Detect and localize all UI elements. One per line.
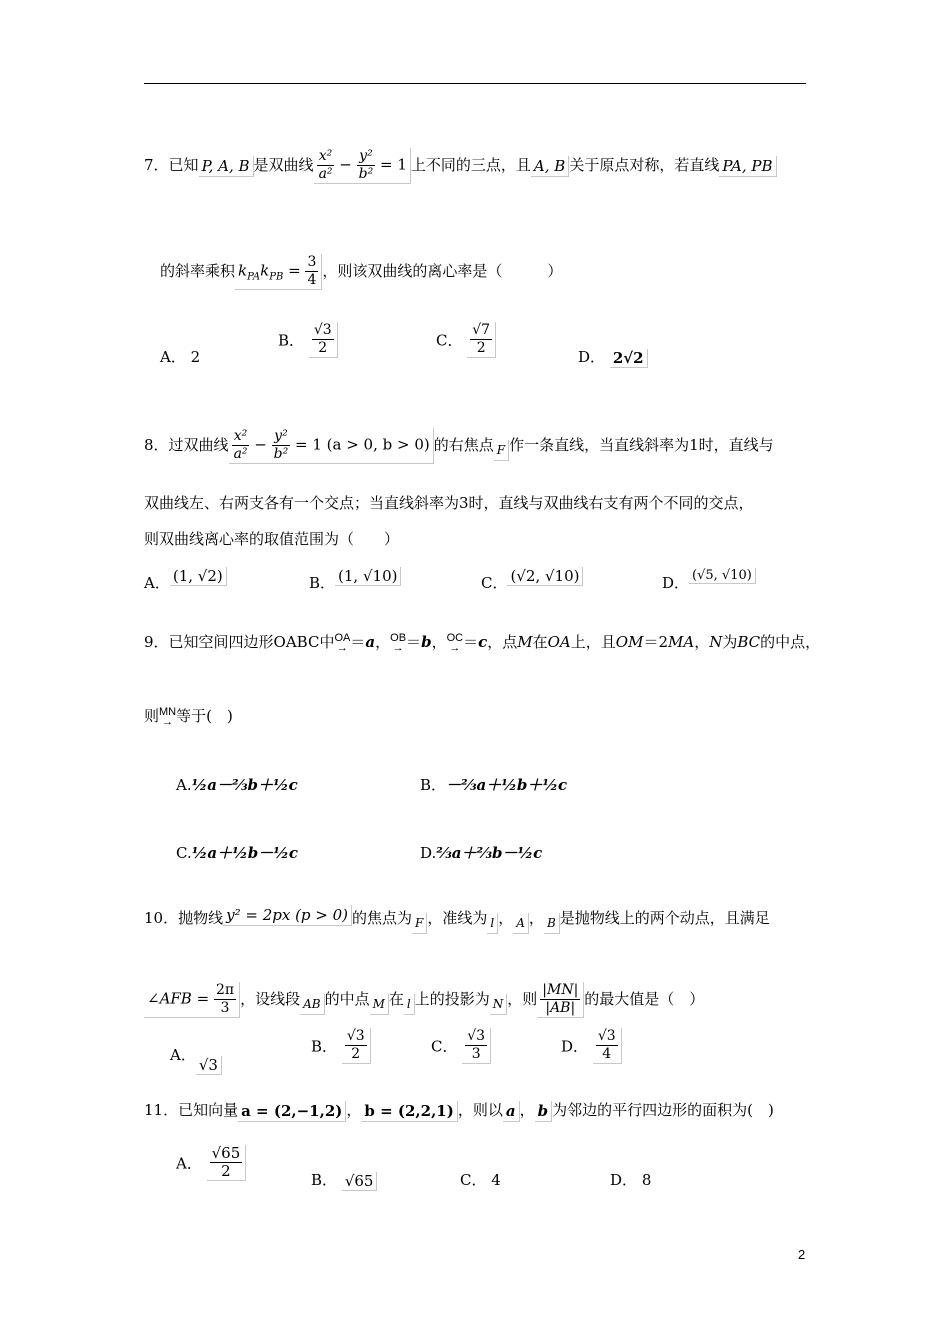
q7-number: 7．: [144, 156, 169, 174]
q10-focus: F: [412, 913, 427, 934]
q7-option-b: B． $\frac{√3}{2}$: [278, 322, 338, 358]
q9-vector-oc: OC →: [446, 632, 464, 654]
q8-hyperbola-eq: $\frac{\text{x²}}{\text{a²}}$ − $\frac{\text{y²}}{\text{b²}}$ = 1 (a > 0, b > 0): [229, 428, 434, 464]
q8-option-d: D． (√5, √10): [662, 566, 756, 593]
q11-option-d: D． 8: [610, 1171, 652, 1189]
q7-option-a: A． 2: [160, 348, 201, 366]
q11-number: 11．: [144, 1101, 179, 1119]
q7-ab: A, B: [531, 156, 569, 177]
q7-text: ，则该双曲线的离心率是（ ）: [322, 262, 563, 280]
q9-option-b: B．－⅔a＋½b＋½c: [420, 776, 568, 794]
q10-line-1: 10．抛物线 y² = 2px (p > 0) 的焦点为 F ，准线为 l ， A ， B 是抛物线上的两个动点，且满足: [144, 905, 770, 934]
q9-line-1: 9．已知空间四边形OABC中 OA → ＝a， OB → ＝b， OC → ＝c，点M在OA上，且OM＝2MA，N为BC的中点，: [144, 632, 821, 654]
q7-points: P, A, B: [199, 156, 254, 177]
q9-option-a: A.½a－⅔b＋½c: [176, 776, 298, 794]
q10-point-a: A: [513, 913, 529, 934]
q9-number: 9．: [144, 633, 169, 651]
q10-projection: N: [490, 994, 508, 1015]
q10-option-a: A．√3: [170, 1044, 222, 1075]
q7-text: 关于原点对称，若直线: [569, 156, 720, 174]
q10-option-d: D． $\frac{√3}{4}$: [561, 1028, 622, 1064]
q9-vector-mn: MN →: [159, 706, 177, 728]
q11-a: a: [503, 1101, 520, 1122]
q7-slope-product: $k_{PA}k_{PB}$ = $\frac{3}{4}$: [235, 254, 322, 290]
q10-segment-ab: AB: [300, 994, 324, 1015]
q7-lines: PA, PB: [719, 156, 776, 177]
q10-directrix: l: [487, 913, 498, 934]
q8-line-3: 则双曲线离心率的取值范围为（ ）: [144, 530, 400, 548]
q8-option-a: A． (1, √2): [144, 566, 227, 593]
q8-number: 8．: [144, 436, 169, 454]
q7-line-2: [160, 254, 562, 290]
q10-directrix-2: l: [404, 994, 415, 1015]
q11-option-c: C． 4: [460, 1171, 501, 1189]
q8-line-1: [144, 428, 774, 464]
q10-number: 10．: [144, 909, 179, 927]
q7-option-d: D． 2√2: [578, 346, 648, 368]
q7-text: 已知: [168, 156, 199, 174]
q10-option-c: C． $\frac{√3}{3}$: [431, 1028, 491, 1064]
q10-parabola-eq: y² = 2px (p > 0): [223, 905, 352, 926]
q9-option-d: D.⅔a＋⅔b－½c: [420, 844, 543, 862]
q8-focus: F: [494, 440, 509, 461]
q11-vector-a: a = (2,−1,2): [238, 1101, 346, 1122]
q11-line-1: 11．已知向量 a = (2,−1,2) ， b = (2,2,1) ，则以 a ， b 为邻边的平行四边形的面积为( ): [144, 1101, 774, 1120]
q7-option-c: C． $\frac{√7}{2}$: [436, 322, 496, 358]
q9-vector-oa: OA →: [334, 632, 351, 654]
q9-option-c: C.½a＋½b－½c: [176, 844, 298, 862]
q11-option-b: B． √65: [311, 1169, 377, 1191]
q8-option-b: B． (1, √10): [309, 566, 401, 593]
q10-angle: ∠AFB = $\frac{2\pi}{3}$: [144, 982, 240, 1018]
q9-vector-ob: OB →: [390, 632, 407, 654]
q10-point-b: B: [544, 913, 560, 934]
q11-b: b: [535, 1101, 553, 1122]
q10-option-b: B． $\frac{√3}{2}$: [311, 1028, 371, 1064]
header-rule: [144, 83, 806, 84]
q7-hyperbola-eq: $\frac{\text{x²}}{\text{a²}}$ − $\frac{\text{y²}}{\text{b²}}$ = 1: [314, 148, 411, 184]
q10-line-2: ∠AFB = $\frac{2\pi}{3}$ ，设线段 AB 的中点 M 在 l 上的投影为 N ，则 $\frac{|MN|}{|AB|}$ 的最大值是（ ）: [144, 982, 704, 1018]
q8-text: 的右焦点: [433, 436, 494, 454]
q7-text: 的斜率乘积: [160, 262, 236, 280]
q8-option-c: C． (√2, √10): [481, 566, 583, 593]
q11-vector-b: b = (2,2,1): [361, 1101, 457, 1122]
q7-line-1: [144, 148, 777, 184]
q7-text: 上不同的三点，且: [410, 156, 531, 174]
q8-line-2: 双曲线左、右两支各有一个交点；当直线斜率为3时，直线与双曲线右支有两个不同的交点，: [144, 494, 754, 512]
q8-text: 作一条直线，当直线斜率为1时，直线与: [509, 436, 774, 454]
q10-midpoint: M: [370, 994, 389, 1015]
q9-line-2: 则 MN → 等于( ): [144, 706, 233, 728]
page-number: 2: [798, 1247, 806, 1262]
q9-text: 已知空间四边形OABC中: [168, 633, 335, 651]
q10-ratio: $\frac{|MN|}{|AB|}$: [537, 982, 584, 1018]
q8-text: 过双曲线: [168, 436, 229, 454]
q7-text: 是双曲线: [253, 156, 314, 174]
q11-option-a: A． $\frac{√65}{2}$: [176, 1145, 246, 1181]
